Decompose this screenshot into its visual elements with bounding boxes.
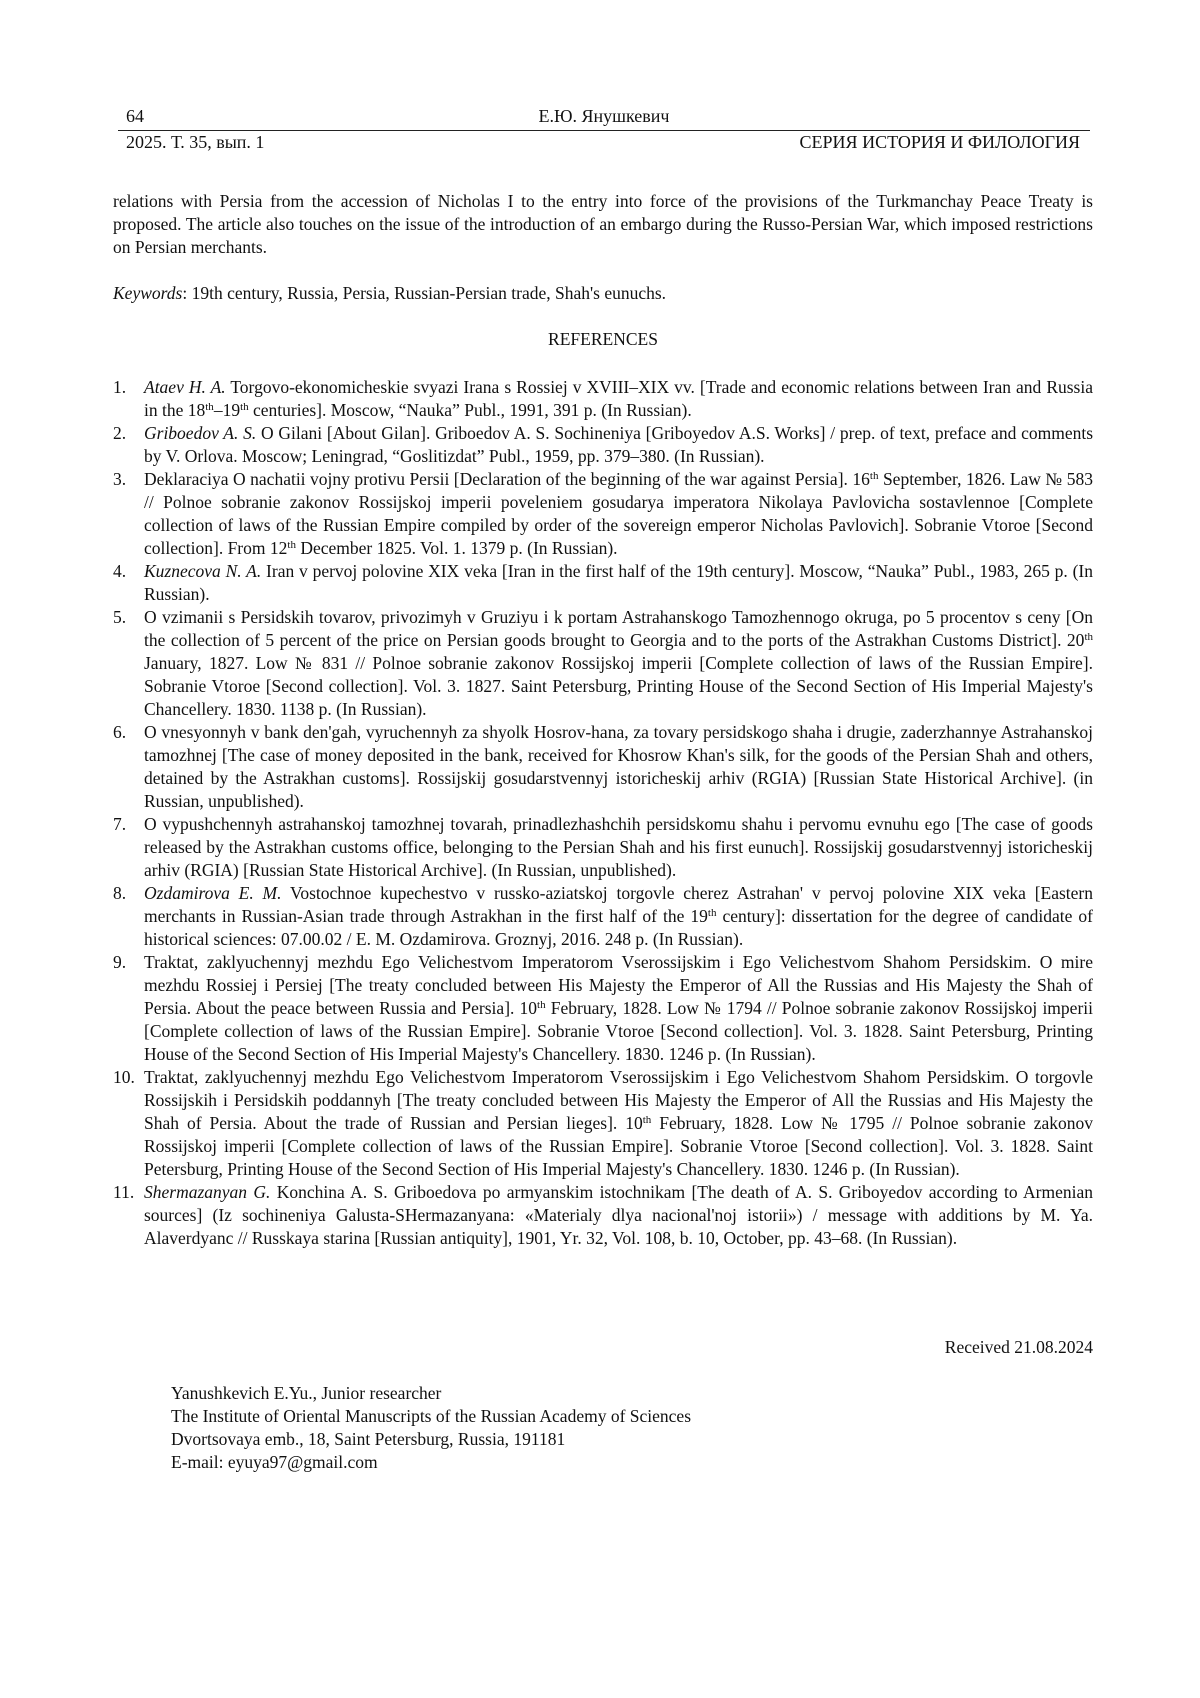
reference-item: [113, 882, 1093, 951]
affiliation-institution: The Institute of Oriental Manuscripts of the Russian Academy of Sciences: [171, 1406, 692, 1426]
reference-text: December 1825. Vol. 1. 1379 p. (In Russian).: [295, 538, 618, 558]
header-row-top: [118, 106, 1090, 128]
reference-item: [113, 813, 1093, 882]
reference-item: [113, 376, 1093, 422]
reference-item: [113, 422, 1093, 468]
received-date: Received 21.08.2024: [944, 1337, 1093, 1357]
reference-text: Iran v pervoj polovine XIX veka [Iran in the first half of the 19th century]. Moscow, “Nauka” Publ., 1983, 265 p. (In Russian).: [144, 561, 1093, 604]
affiliation-name: Yanushkevich E.Yu., Junior researcher: [171, 1383, 442, 1403]
reference-number: 2.: [113, 423, 127, 443]
header-rule: [118, 130, 1090, 131]
reference-text: century]: dissertation for the degree of candidate of historical sciences: 07.00.02 / E. M. Ozdamirova. Groznyj, 2016. 248 p. (In Russian).: [144, 906, 1093, 949]
reference-number: 10.: [113, 1067, 135, 1087]
reference-item: [113, 951, 1093, 1066]
reference-number: 5.: [113, 607, 127, 627]
reference-text: Traktat, zaklyuchennyj mezhdu Ego Velichestvom Imperatorom Vserossijskim i Ego Velichestvom Shahom Persidskim. O mire mezhdu Rossiej i Persiej [The treaty concluded between His Majesty the Emperor of All the Russias and His Majesty the Shah of Persia. About the peace between Russia and Persia]. 10: [144, 952, 1093, 1018]
reference-number: 3.: [113, 469, 127, 489]
reference-superscript: th: [205, 401, 214, 413]
reference-text: centuries]. Moscow, “Nauka” Publ., 1991, 391 p. (In Russian).: [248, 400, 692, 420]
reference-item: [113, 560, 1093, 606]
reference-text: Vostochnoe kupechestvo v russko-aziatskoj torgovle cherez Astrahan' v pervoj polovine XIX veka [Eastern merchants in Russian-Asian trade through Astrakhan in the first half of the 19: [144, 883, 1093, 926]
reference-item: [113, 721, 1093, 813]
reference-author: Ozdamirova E. M.: [144, 883, 282, 903]
reference-item: [113, 468, 1093, 560]
reference-item: [113, 1066, 1093, 1181]
reference-superscript: th: [707, 907, 717, 919]
journal-series: СЕРИЯ ИСТОРИЯ И ФИЛОЛОГИЯ: [799, 132, 1080, 152]
reference-superscript: th: [869, 470, 879, 482]
keywords-line: [113, 282, 1093, 305]
reference-number: 1.: [113, 377, 127, 397]
reference-text: Torgovo-ekonomicheskie svyazi Irana s Rossiej v XVIII–XIX vv. [Trade and economic relations between Iran and Russia in the 18: [144, 377, 1093, 420]
reference-author: Kuznecova N. A.: [144, 561, 262, 581]
reference-text: February, 1828. Low № 1794 // Polnoe sobranie zakonov Rossijskoj imperii [Complete collection of laws of the Russian Empire]. Sobranie Vtoroe [Second collection]. Vol. 3. 1828. Saint Petersburg, Printing House of the Second Section of His Imperial Majesty's Chancellery. 1830. 1246 p. (In Russian).: [144, 998, 1093, 1064]
abstract-paragraph: relations with Persia from the accession of Nicholas I to the entry into force of the provisions of the Turkmanchay Peace Treaty is proposed. The article also touches on the issue of the introduction of an embargo during the Russo-Persian War, which imposed restrictions on Persian merchants.: [113, 191, 1093, 257]
references-title: REFERENCES: [548, 329, 658, 349]
keywords-text: : 19th century, Russia, Persia, Russian-Persian trade, Shah's eunuchs.: [182, 283, 667, 303]
reference-author: Ataev H. A.: [144, 377, 226, 397]
reference-text: September, 1826. Law № 583 // Polnoe sobranie zakonov Rossijskoj imperii poveleniem gosudarya imperatora Nikolaya Pavlovicha sostavlennoe [Complete collection of laws of the Russian Empire compiled by order of the sovereign emperor Nicholas Pavlovich]. Sobranie Vtoroe [Second collection]. From 12: [144, 469, 1093, 558]
reference-item: [113, 606, 1093, 721]
affiliation-email: E-mail: eyuya97@gmail.com: [171, 1452, 378, 1472]
reference-text: –19: [213, 400, 241, 420]
reference-text: Traktat, zaklyuchennyj mezhdu Ego Velichestvom Imperatorom Vserossijskim i Ego Velichestvom Shahom Persidskim. O torgovle Rossijskih i Persidskih poddannyh [The treaty concluded between His Majesty the Emperor of All the Russias and His Majesty the Shah of Persia. About the trade of Russian and Persian lieges]. 10: [144, 1067, 1093, 1133]
header-author: Е.Ю. Янушкевич: [538, 106, 670, 126]
reference-superscript: th: [287, 539, 296, 551]
reference-author: Shermazanyan G.: [144, 1182, 271, 1202]
reference-superscript: th: [240, 401, 249, 413]
reference-text: February, 1828. Low № 1795 // Polnoe sobranie zakonov Rossijskoj imperii [Complete collection of laws of the Russian Empire]. Sobranie Vtoroe [Second collection]. Vol. 3. 1828. Saint Petersburg, Printing House of the Second Section of His Imperial Majesty's Chancellery. 1830. 1246 p. (In Russian).: [144, 1113, 1093, 1179]
reference-superscript: th: [537, 999, 546, 1011]
reference-author: Griboedov A. S.: [144, 423, 257, 443]
reference-superscript: th: [642, 1114, 652, 1126]
reference-text: O vypushchennyh astrahanskoj tamozhnej tovarah, prinadlezhashchih persidskomu shahu i pervomu evnuhu ego [The case of goods released by the Astrakhan customs office, belonging to the Persian Shah and his first eunuch]. Rossijskij gosudarstvennyj istoricheskij arhiv (RGIA) [Russian State Historical Archive]. (In Russian, unpublished).: [144, 814, 1093, 880]
reference-number: 9.: [113, 952, 127, 972]
reference-item: [113, 1181, 1093, 1250]
affiliation-address: Dvortsovaya emb., 18, Saint Petersburg, Russia, 191181: [171, 1429, 566, 1449]
reference-text: Konchina A. S. Griboedova po armyanskim istochnikam [The death of A. S. Griboyedov according to Armenian sources] (Iz sochineniya Galusta-SHermazanyana: «Materialy dlya nacional'noj istorii») / message with additions by M. Ya. Alaverdyanc // Russkaya starina [Russian antiquity], 1901, Yr. 32, Vol. 108, b. 10, October, pp. 43–68. (In Russian).: [144, 1182, 1093, 1248]
reference-text: O vzimanii s Persidskih tovarov, privozimyh v Gruziyu i k portam Astrahanskogo Tamozhennogo okruga, po 5 procentov s ceny [On the collection of 5 percent of the price on Persian goods brought to Georgia and to the ports of the Astrakhan Customs District]. 20: [144, 607, 1093, 650]
reference-number: 6.: [113, 722, 127, 742]
author-affiliation: [171, 1382, 1071, 1474]
reference-text: January, 1827. Low № 831 // Polnoe sobranie zakonov Rossijskoj imperii [Complete collection of laws of the Russian Empire]. Sobranie Vtoroe [Second collection]. Vol. 3. 1827. Saint Petersburg, Printing House of the Second Section of His Imperial Majesty's Chancellery. 1830. 1138 p. (In Russian).: [144, 653, 1093, 719]
journal-volume: 2025. Т. 35, вып. 1: [126, 132, 265, 152]
reference-number: 8.: [113, 883, 127, 903]
page-number: 64: [126, 106, 144, 126]
reference-text: O Gilani [About Gilan]. Griboedov A. S. Sochineniya [Griboyedov A.S. Works] / prep. of text, preface and comments by V. Orlova. Moscow; Leningrad, “Goslitizdat” Publ., 1959, pp. 379–380. (In Russian).: [144, 423, 1094, 466]
reference-number: 7.: [113, 814, 127, 834]
keywords-label: Keywords: [113, 283, 183, 303]
reference-text: Deklaraciya O nachatii vojny protivu Persii [Declaration of the beginning of the war against Persia]. 16: [144, 469, 870, 489]
reference-superscript: th: [1084, 631, 1093, 643]
references-list: [113, 376, 1093, 1250]
reference-number: 4.: [113, 561, 127, 581]
reference-text: O vnesyonnyh v bank den'gah, vyruchennyh za shyolk Hosrov-hana, za tovary persidskogo shaha i drugie, zaderzhannye Astrahanskoj tamozhnej [The case of money deposited in the bank, received for Khosrow Khan's silk, for the goods of the Persian Shah and others, detained by the Astrakhan customs]. Rossijskij gosudarstvennyj istoricheskij arhiv (RGIA) [Russian State Historical Archive]. (in Russian, unpublished).: [144, 722, 1093, 811]
reference-number: 11.: [113, 1182, 135, 1202]
header-row-bottom: [118, 132, 1090, 154]
